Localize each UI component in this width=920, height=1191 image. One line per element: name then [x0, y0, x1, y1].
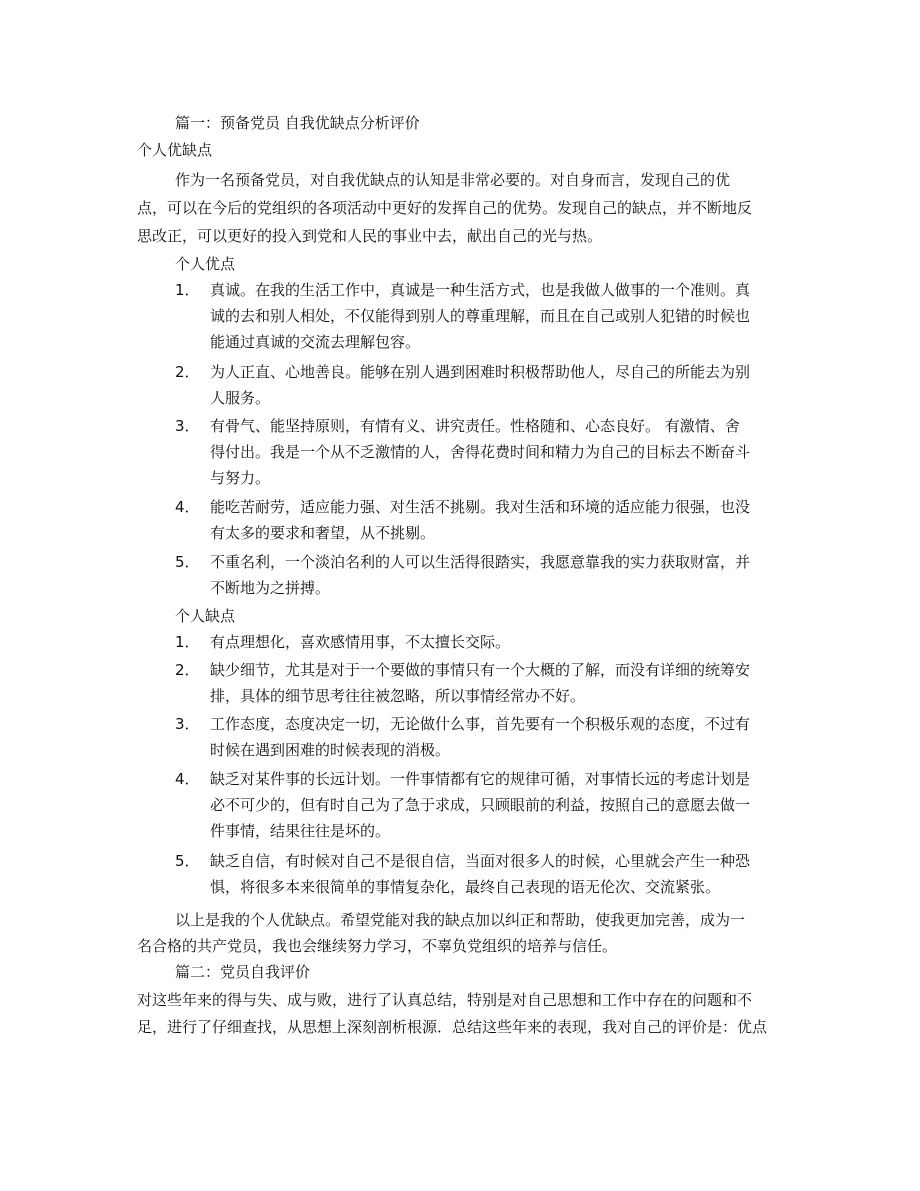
list-item-line: 件事情，结果往往是坏的。 — [210, 822, 391, 840]
closing-line: 以上是我的个人优缺点。希望党能对我的缺点加以纠正和帮助，使我更加完善，成为一 — [175, 911, 746, 929]
list-number: 5． — [175, 553, 200, 571]
subheading-cons: 个人缺点 — [175, 607, 236, 625]
list-number: 4． — [175, 498, 200, 516]
heading-pros-cons: 个人优缺点 — [137, 141, 213, 159]
closing-line: 名合格的共产党员，我也会继续努力学习，不辜负党组织的培养与信任。 — [137, 937, 618, 955]
list-item-line: 惧，将很多本来很简单的事情复杂化，最终自己表现的语无伦次、交流紧张。 — [210, 878, 721, 896]
list-number: 2． — [175, 661, 200, 679]
list-item-line: 与努力。 — [210, 469, 271, 487]
list-item-line: 有骨气、能坚持原则，有情有义、讲究责任。性格随和、心态良好。 有激情、舍 — [210, 417, 740, 435]
list-item-line: 真诚。在我的生活工作中，真诚是一种生活方式，也是我做人做事的一个准则。真 — [210, 281, 751, 299]
list-item-line: 工作态度，态度决定一切，无论做什么事，首先要有一个积极乐观的态度，不过有 — [210, 715, 751, 733]
list-item-line: 时候在遇到困难的时候表现的消极。 — [210, 741, 451, 759]
list-item-line: 得付出。我是一个从不乏激情的人，舍得花费时间和精力为自己的目标去不断奋斗 — [210, 443, 751, 461]
list-item-line: 诚的去和别人相处，不仅能得到别人的尊重理解，而且在自己或别人犯错的时候也 — [210, 307, 751, 325]
section2-title: 篇二：党员自我评价 — [175, 963, 311, 981]
intro-line: 思改正，可以更好的投入到党和人民的事业中去，献出自己的光与热。 — [137, 227, 603, 245]
list-item-line: 能通过真诚的交流去理解包容。 — [210, 333, 421, 351]
list-item-line: 缺少细节，尤其是对于一个要做的事情只有一个大概的了解，而没有详细的统筹安 — [210, 661, 751, 679]
list-number: 1． — [175, 633, 200, 651]
list-item-line: 缺乏自信，有时候对自己不是很自信，当面对很多人的时候，心里就会产生一种恐 — [210, 852, 751, 870]
list-item-line: 排，具体的细节思考往往被忽略，所以事情经常办不好。 — [210, 687, 586, 705]
subheading-pros: 个人优点 — [175, 255, 236, 273]
section2-line: 足，进行了仔细查找，从思想上深刻剖析根源．总结这些年来的表现，我对自己的评价是：优点 — [137, 1018, 768, 1036]
list-item-line: 有太多的要求和奢望，从不挑剔。 — [210, 524, 436, 542]
intro-line: 点，可以在今后的党组织的各项活动中更好的发挥自己的优势。发现自己的缺点，并不断地反 — [137, 199, 753, 217]
list-number: 5． — [175, 852, 200, 870]
list-item-line: 缺乏对某件事的长远计划。一件事情都有它的规律可循，对事情长远的考虑计划是 — [210, 770, 751, 788]
list-item-line: 能吃苦耐劳，适应能力强、对生活不挑剔。我对生活和环境的适应能力很强，也没 — [210, 498, 751, 516]
list-number: 3． — [175, 715, 200, 733]
list-item-line: 必不可少的，但有时自己为了急于求成，只顾眼前的利益，按照自己的意愿去做一 — [210, 796, 751, 814]
list-item-line: 为人正直、心地善良。能够在别人遇到困难时积极帮助他人，尽自己的所能去为别 — [210, 363, 751, 381]
list-item-line: 人服务。 — [210, 389, 271, 407]
section2-line: 对这些年来的得与失、成与败，进行了认真总结，特别是对自己思想和工作中存在的问题和不 — [137, 991, 753, 1009]
list-item-line: 不重名利，一个淡泊名利的人可以生活得很踏实，我愿意靠我的实力获取财富，并 — [210, 553, 751, 571]
list-number: 4． — [175, 770, 200, 788]
list-number: 1． — [175, 281, 200, 299]
list-item-line: 有点理想化，喜欢感情用事，不太擅长交际。 — [210, 633, 511, 651]
intro-line: 作为一名预备党员，对自我优缺点的认知是非常必要的。对自身而言，发现自己的优 — [175, 171, 731, 189]
list-number: 3． — [175, 417, 200, 435]
section1-title: 篇一：预备党员 自我优缺点分析评价 — [175, 114, 420, 132]
list-item-line: 不断地为之拼搏。 — [210, 579, 331, 597]
list-number: 2． — [175, 363, 200, 381]
